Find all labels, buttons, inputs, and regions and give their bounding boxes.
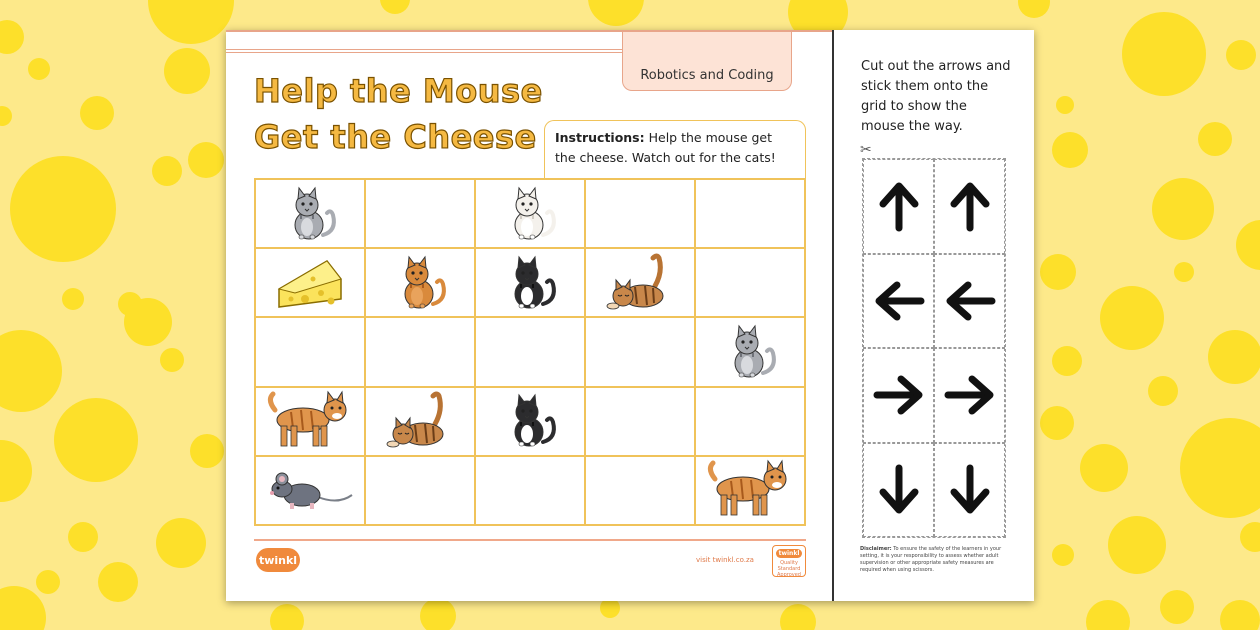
grid-cell: [585, 456, 695, 525]
header-rule: [226, 49, 622, 53]
grid-cell: [695, 248, 805, 317]
grid-cell: [585, 317, 695, 386]
grid-cell: [255, 317, 365, 386]
instructions-label: Instructions:: [555, 130, 645, 145]
arrow-up-icon: [871, 178, 927, 234]
arrow-left-icon: [942, 273, 998, 329]
badge-logo: twinkl: [776, 549, 802, 558]
grid-cell: [475, 387, 585, 456]
disclaimer: [860, 546, 1010, 574]
ginger-cat-sitting-image: [366, 249, 474, 316]
grid-cell: [365, 387, 475, 456]
instructions-box: [544, 120, 806, 178]
tabby-cat-crouching-image: [586, 249, 694, 316]
ginger-cat-standing-image: [256, 388, 364, 455]
quality-badge: [772, 545, 806, 577]
grid-cell: [475, 248, 585, 317]
badge-text: Quality Standard Approved: [777, 560, 801, 578]
arrow-down-icon: [942, 462, 998, 518]
arrow-cutout-up: [863, 159, 934, 254]
arrow-left-icon: [871, 273, 927, 329]
grey-cat-image: [696, 318, 804, 385]
grid-cell: [365, 317, 475, 386]
grid-cell: [585, 387, 695, 456]
black-white-cat-image: [476, 388, 584, 455]
grid-cell: [585, 179, 695, 248]
arrow-cutout-up: [934, 159, 1005, 254]
grid-cell: [475, 317, 585, 386]
scissors-icon: ✂: [860, 142, 872, 158]
cheese-image: [256, 249, 364, 316]
arrow-up-icon: [942, 178, 998, 234]
visit-link-text: visit twinkl.co.za: [696, 556, 754, 564]
arrow-cutout-right: [934, 348, 1005, 443]
grid-cell: [585, 248, 695, 317]
disclaimer-label: Disclaimer:: [860, 546, 892, 552]
arrow-right-icon: [942, 367, 998, 423]
white-cat-image: [476, 180, 584, 247]
tabby-cat-crouching-image: [366, 388, 474, 455]
subject-tab: [622, 32, 792, 91]
grey-cat-image: [256, 180, 364, 247]
grid-cell: [255, 456, 365, 525]
grid-cell: [475, 456, 585, 525]
grid-cell: [365, 179, 475, 248]
grid-cell: [365, 248, 475, 317]
arrow-down-icon: [871, 462, 927, 518]
twinkl-logo: twinkl: [256, 548, 300, 572]
cutout-instruction: Cut out the arrows and stick them onto the grid to show the mouse the way.: [861, 59, 1011, 134]
title-line-2: Get the Cheese: [254, 118, 537, 156]
arrow-cutout-left: [863, 254, 934, 349]
black-white-cat-image: [476, 249, 584, 316]
grid-cell: [695, 456, 805, 525]
grid-cell: [475, 179, 585, 248]
arrow-cutout-right: [863, 348, 934, 443]
ginger-cat-standing-image: [696, 457, 804, 524]
instructions-text: Help the mouse get the cheese. Watch out for the cats!: [555, 130, 776, 165]
grid-cell: [695, 317, 805, 386]
grid-cell: [255, 248, 365, 317]
cutout-page: [834, 30, 1034, 601]
grid-cell: [255, 387, 365, 456]
arrow-right-icon: [871, 367, 927, 423]
grid-cell: [695, 179, 805, 248]
grid-cell: [365, 456, 475, 525]
arrow-cutout-left: [934, 254, 1005, 349]
maze-grid: [254, 178, 806, 526]
disclaimer-text: To ensure the safety of the learners in your setting, it is your responsibility to assess whether adult supervision or other appropriate safety measures are required when using scissors.: [860, 546, 1002, 573]
grid-cell: [695, 387, 805, 456]
arrow-cutout-down: [934, 443, 1005, 538]
arrow-cutout-grid: [862, 158, 1006, 538]
title-line-1: Help the Mouse: [254, 72, 543, 110]
grid-cell: [255, 179, 365, 248]
footer-rule: [254, 539, 806, 541]
worksheet-page: [226, 30, 832, 601]
subject-tab-label: Robotics and Coding: [640, 68, 774, 83]
arrow-cutout-down: [863, 443, 934, 538]
mouse-image: [256, 457, 364, 524]
